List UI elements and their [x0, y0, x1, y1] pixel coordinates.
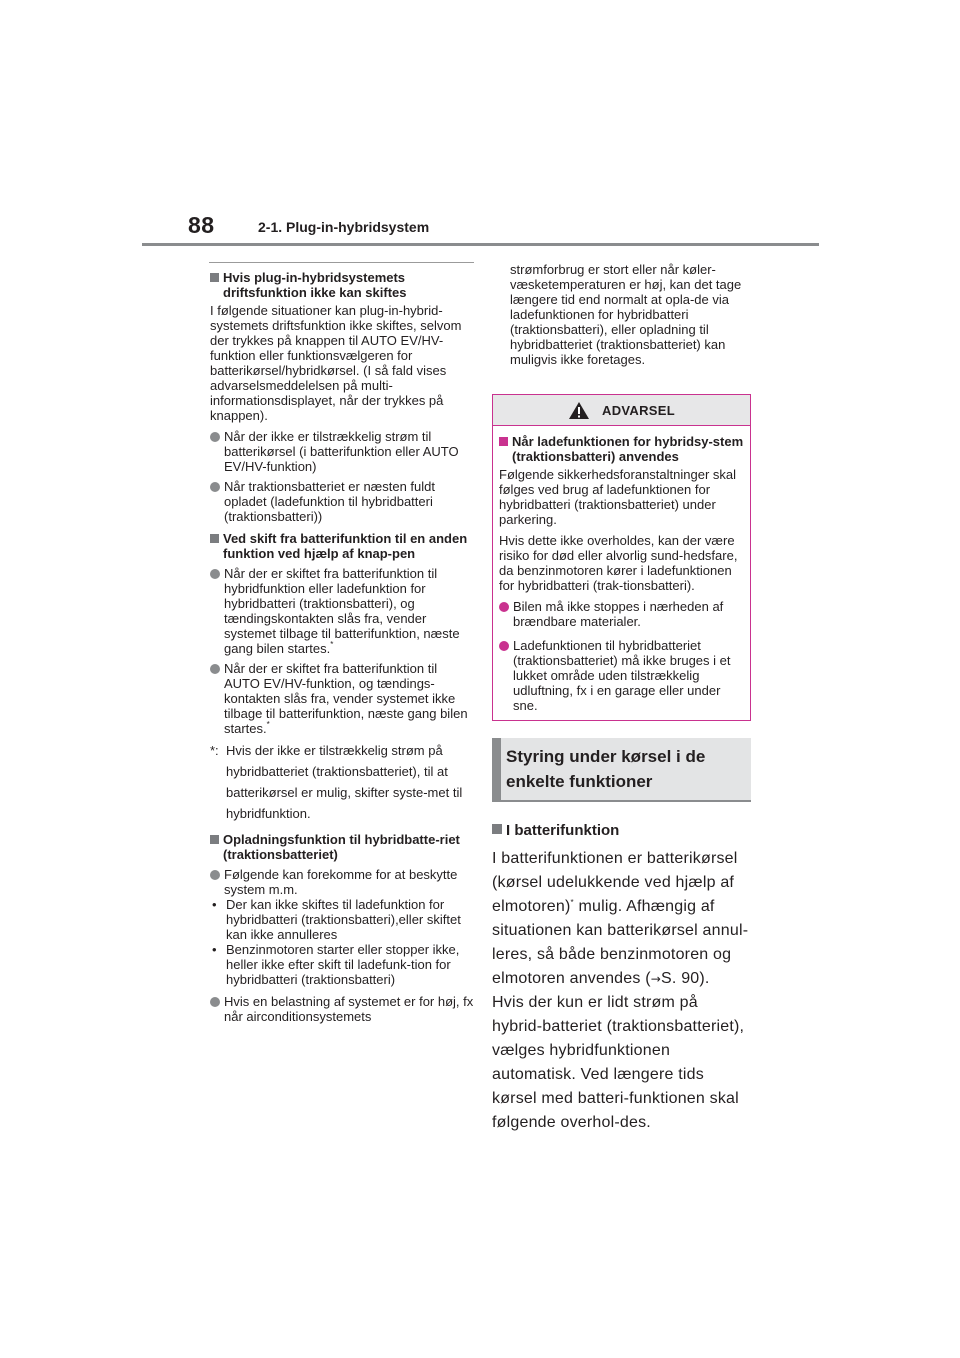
circle-bullet-icon: [499, 602, 509, 612]
heading-text: Ved skift fra batterifunktion til en anden funktion ved hjælp af knap-pen: [223, 531, 468, 561]
warning-header: [493, 395, 750, 426]
footnote: [210, 740, 474, 824]
warning-paragraph: Hvis dette ikke overholdes, kan der være risiko for død eller alvorlig sund-hedsfare, da benzinmotoren kører i ladefunktionen for hybridbatteri (trak-tionsbatteri).: [499, 533, 738, 593]
circle-bullet-icon: [499, 641, 509, 651]
warning-triangle-icon: [568, 401, 590, 420]
square-bullet-icon: [492, 824, 502, 834]
circle-bullet-icon: [210, 482, 220, 492]
warning-list-item: Ladefunktionen til hybridbatteriet (traktionsbatteriet) må ikke bruges i et lukket område uden tilstrækkelig udluftning, fx i en garage eller under sne.: [499, 638, 744, 713]
footnote-marker: *: [266, 720, 270, 729]
warning-body: [493, 426, 750, 720]
page-number: 88: [188, 212, 215, 238]
heading-mode-cannot-switch: [210, 270, 474, 300]
circle-bullet-icon: [210, 997, 220, 1007]
section-heading: Styring under kørsel i de enkelte funktioner: [492, 738, 751, 802]
circle-bullet-icon: [210, 870, 220, 880]
warning-box: [492, 394, 751, 721]
footnote-mark: *:: [210, 743, 219, 758]
list-item: Når traktionsbatteriet er næsten fuldt opladet (ladefunktion til hybridbatteri (traktionsbatteri)): [210, 479, 474, 524]
footnote-marker: *: [570, 898, 574, 907]
list-item: Når der er skiftet fra batterifunktion til AUTO EV/HV-funktion, og tændings-kontakten slås fra, vender systemet ikke tilbage til batterifunktion, næste gang bilen startes.*: [210, 661, 474, 736]
body-paragraph: I batterifunktionen er batterikørsel (kørsel udelukkende ved hjælp af elmotoren)* mulig. Afhængig af situationen kan batterikørsel annul-leres, så både benzinmotoren og elmotoren anvendes (→S. 90).: [492, 850, 749, 987]
dot-bullet-icon: •: [212, 942, 217, 957]
list-item: Hvis en belastning af systemet er for høj, fx når airconditionsystemets: [210, 994, 474, 1024]
page-reference-link[interactable]: S. 90).: [661, 970, 710, 987]
warning-title: ADVARSEL: [602, 402, 675, 418]
heading-switch-from-battery: [210, 531, 474, 561]
header-divider: [142, 243, 819, 246]
square-bullet-icon: [499, 437, 508, 446]
sub-list-item: • Benzinmotoren starter eller stopper ikke, heller ikke efter skift til ladefunk-tion for hybridbatteri (traktionsbatteri): [212, 942, 460, 987]
footnote-marker: *: [330, 640, 334, 649]
subheading-battery-mode: I batterifunktion: [492, 819, 751, 843]
body-paragraph: Hvis der kun er lidt strøm på hybrid-batteriet (traktionsbatteriet), vælges hybridfunktionen automatisk. Ved længere tids kørsel med batteri-funktionen skal følgende overhol-des.: [492, 994, 745, 1131]
heading-charging-mode: [210, 832, 474, 862]
list-item: Når der ikke er tilstrækkelig strøm til batterikørsel (i batterifunktion eller AUTO EV/HV-funktion): [210, 429, 474, 474]
footnote-text: Hvis der ikke er tilstrækkelig strøm på hybridbatteriet (traktionsbatteriet), til at batterikørsel er mulig, skifter syste-met til hybridfunktion.: [226, 743, 463, 821]
warning-paragraph: Følgende sikkerhedsforanstaltninger skal følges ved brug af ladefunktionen for hybridbatteri (traktionsbatteriet) under parkering.: [499, 467, 737, 527]
list-item: Når der er skiftet fra batterifunktion til hybridfunktion eller ladefunktion for hybridbatteri (traktionsbatteri), og tændingskontakten slås fra, vender systemet tilbage til batterifunktion, næste gang bilen startes.*: [210, 566, 474, 656]
list-item: Følgende kan forekomme for at beskytte system m.m.: [210, 867, 474, 897]
battery-mode-section: [492, 819, 751, 1135]
circle-bullet-icon: [210, 569, 220, 579]
dot-bullet-icon: •: [212, 897, 217, 912]
subsection-divider: [209, 262, 474, 263]
warning-list-item: Bilen må ikke stoppes i nærheden af brændbare materialer.: [499, 599, 744, 629]
continued-paragraph: strømforbrug er stort eller når køler-væsketemperaturen er høj, kan det tage længere tid end normalt at opla-de via ladefunktionen for hybridbatteri (traktionsbatteri), eller opladning til hybridbatteriet (traktionsbatteriet) kan muligvis ikke foretages.: [510, 262, 742, 367]
warning-heading: Når ladefunktionen for hybridsy-stem (traktionsbatteri) anvendes: [499, 434, 744, 464]
heading-text: Opladningsfunktion til hybridbatte-riet (traktionsbatteriet): [223, 832, 460, 862]
arrow-right-icon: →: [650, 972, 662, 986]
left-column: [210, 262, 474, 1028]
square-bullet-icon: [210, 835, 219, 844]
circle-bullet-icon: [210, 664, 220, 674]
heading-text: Hvis plug-in-hybridsystemets driftsfunktion ikke kan skiftes: [223, 270, 407, 300]
right-column: [492, 262, 751, 1135]
section-title: 2-1. Plug-in-hybridsystem: [258, 219, 430, 235]
square-bullet-icon: [210, 534, 219, 543]
paragraph: I følgende situationer kan plug-in-hybrid-systemets driftsfunktion ikke skiftes, selvom der trykkes på knappen til AUTO EV/HV-funktion eller funktionsvælgeren for batterikørsel/hybridkørsel. (I så fald vises advarselsmeddelelsen på multi-informationsdisplayet, når der trykkes på knappen).: [210, 303, 462, 423]
square-bullet-icon: [210, 273, 219, 282]
sub-list-item: • Der kan ikke skiftes til ladefunktion for hybridbatteri (traktionsbatteri),eller skiftet kan ikke annulleres: [212, 897, 461, 942]
circle-bullet-icon: [210, 432, 220, 442]
